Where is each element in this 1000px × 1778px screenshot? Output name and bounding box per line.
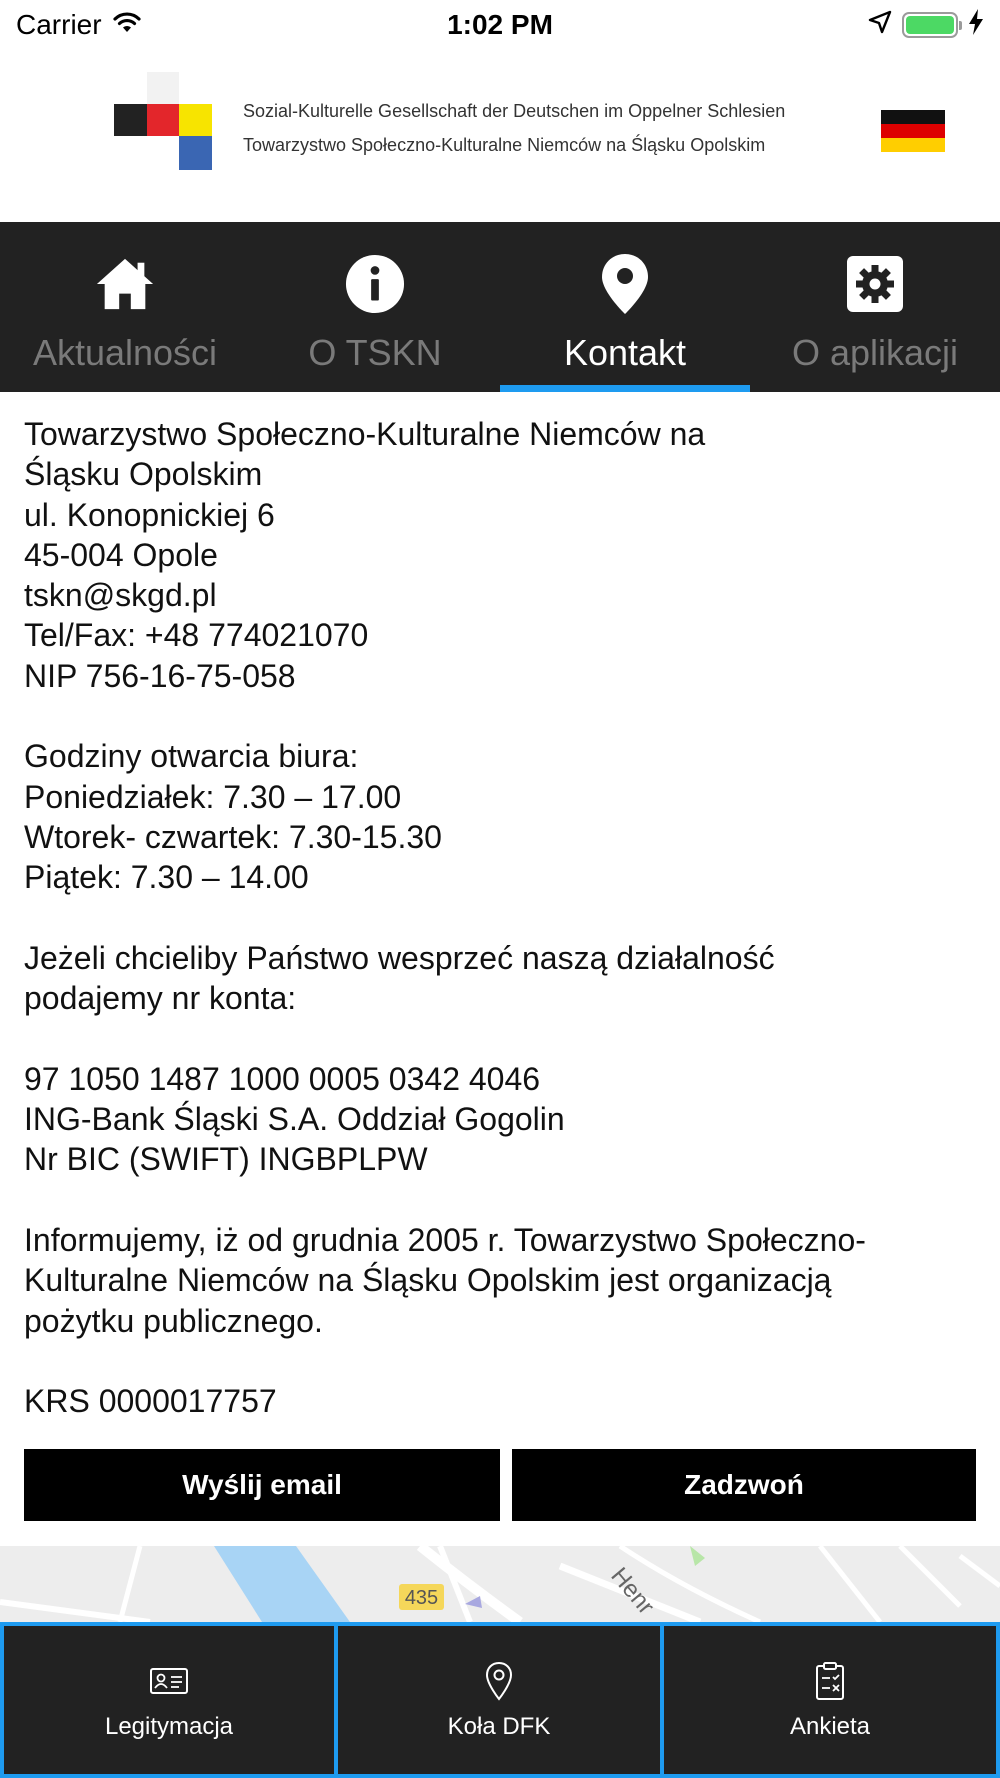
send-email-button[interactable]: Wyślij email	[24, 1449, 500, 1521]
main-tab-bar	[0, 222, 1000, 392]
map-street-label: Henr	[605, 1562, 660, 1620]
contact-address: Towarzystwo Społeczno-Kulturalne Niemców na Śląsku Opolskim ul. Konopnickiej 6 45-004 Opole tskn@skgd.pl Tel/Fax: +48 774021070 NIP 756-16-75-058	[24, 416, 706, 694]
charging-bolt-icon	[968, 9, 984, 42]
home-icon	[95, 254, 155, 314]
tab-label: O aplikacji	[791, 332, 959, 373]
donation-intro: Jeżeli chcieliby Państwo wesprzeć naszą działalność podajemy nr konta:	[24, 939, 775, 1017]
tab-kontakt[interactable]	[500, 222, 750, 392]
map-road-number: 435	[404, 1587, 439, 1609]
organization-name	[243, 94, 785, 162]
german-flag-language-switch[interactable]	[881, 110, 945, 152]
active-tab-indicator	[500, 385, 750, 392]
krs-number: KRS 0000017757	[24, 1383, 277, 1420]
map-pin-outline-icon	[477, 1659, 521, 1703]
status-time: 1:02 PM	[447, 9, 553, 40]
tab-aktualnosci[interactable]	[0, 222, 250, 392]
office-hours: Godziny otwarcia biura: Poniedziałek: 7.30 – 17.00 Wtorek- czwartek: 7.30-15.30 Piątek: 7.30 – 14.00	[24, 738, 442, 896]
contact-actions	[24, 1449, 976, 1521]
bottom-item-label: Ankieta	[789, 1713, 871, 1740]
bottom-action-bar	[0, 1622, 1000, 1778]
carrier-label: Carrier	[16, 9, 102, 40]
legitymacja-button[interactable]	[4, 1626, 334, 1774]
map-view[interactable]	[0, 1546, 1000, 1622]
status-bar	[0, 0, 1000, 50]
bottom-item-label: Koła DFK	[447, 1713, 551, 1740]
organization-name-polish: Towarzystwo Społeczno-Kulturalne Niemców na Śląsku Opolskim	[243, 135, 766, 155]
tab-o-aplikacji[interactable]	[750, 222, 1000, 392]
location-pin-icon	[595, 254, 655, 314]
bottom-item-label: Legitymacja	[104, 1713, 234, 1740]
id-card-icon	[147, 1659, 191, 1703]
contact-content	[24, 414, 984, 1462]
ankieta-button[interactable]	[664, 1626, 996, 1774]
bank-details: 97 1050 1487 1000 0005 0342 4046 ING-Bank Śląski S.A. Oddział Gogolin Nr BIC (SWIFT) INGBPLPW	[24, 1060, 565, 1178]
organization-name-german: Sozial-Kulturelle Gesellschaft der Deutschen im Oppelner Schlesien	[243, 101, 786, 121]
clipboard-checklist-icon	[808, 1659, 852, 1703]
app-header	[0, 50, 1000, 222]
info-icon	[345, 254, 405, 314]
wifi-icon	[112, 9, 142, 41]
gear-icon	[845, 254, 905, 314]
tab-label: Aktualności	[32, 332, 218, 373]
location-arrow-icon	[868, 9, 892, 41]
tab-label: O TSKN	[308, 332, 442, 373]
status-left	[16, 9, 142, 41]
organization-logo	[114, 72, 212, 170]
kola-dfk-button[interactable]	[338, 1626, 660, 1774]
call-button[interactable]: Zadzwoń	[512, 1449, 976, 1521]
tab-o-tskn[interactable]	[250, 222, 500, 392]
public-benefit-note: Informujemy, iż od grudnia 2005 r. Towarzystwo Społeczno- Kulturalne Niemców na Śląsku Opolskim jest organizacją pożytku publicznego.	[24, 1221, 866, 1339]
battery-icon	[902, 12, 958, 38]
tab-label: Kontakt	[563, 332, 687, 373]
status-right	[868, 9, 984, 42]
